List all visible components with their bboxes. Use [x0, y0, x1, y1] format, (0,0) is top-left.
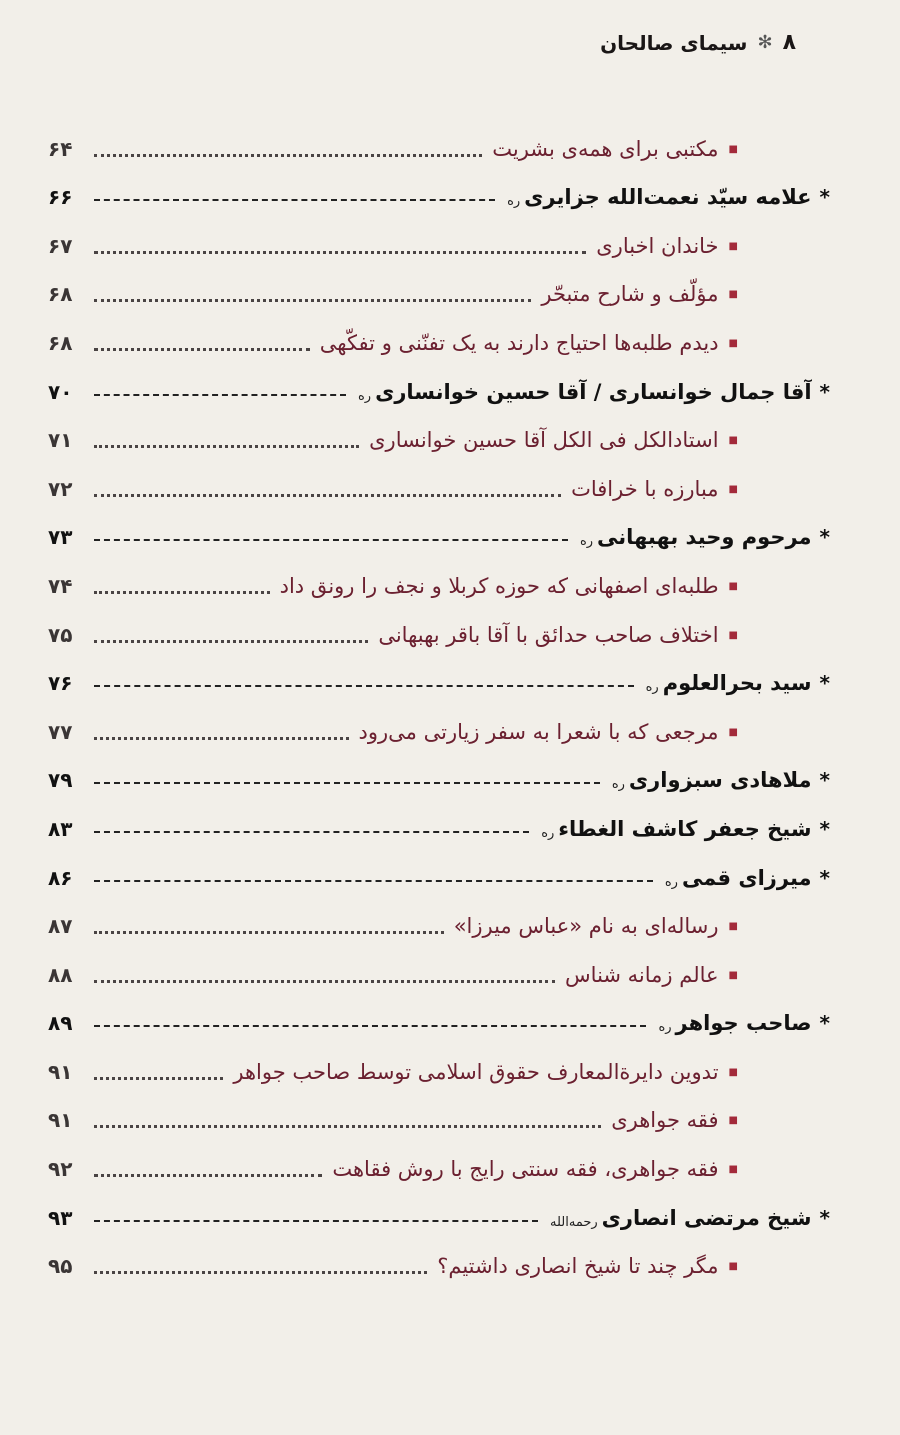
toc-page-number: ۷۱: [48, 428, 73, 453]
toc-section-row: [48, 120, 830, 169]
asterisk-icon: *: [819, 1011, 830, 1036]
toc-entry-title: فقه جواهری، فقه سنتی رایج با روش فقاهت: [332, 1157, 719, 1182]
toc-section-row: [48, 898, 830, 947]
toc-entry-title: مگر چند تا شیخ انصاری داشتیم؟: [437, 1254, 719, 1279]
asterisk-icon: *: [819, 816, 830, 841]
dot-leader: [94, 1125, 601, 1128]
square-bullet-icon: ■: [728, 629, 738, 641]
toc-section-row: [48, 606, 830, 655]
honorific-glyph: ره: [664, 874, 678, 890]
toc-page-number: ۶۸: [48, 282, 73, 307]
honorific-glyph: ره: [507, 194, 521, 210]
dot-leader: [94, 154, 482, 157]
square-bullet-icon: ■: [728, 726, 738, 738]
toc-section-row: [48, 412, 830, 461]
page-number: ۸: [782, 30, 796, 55]
toc-page-number: ۷۷: [48, 719, 73, 744]
dot-leader: [94, 931, 444, 934]
dot-leader: [94, 199, 495, 201]
toc-entry-title: ملاهادی سبزواری: [628, 768, 812, 793]
square-bullet-icon: ■: [728, 1164, 738, 1176]
toc-page-number: ۷۴: [48, 573, 73, 598]
toc-page-number: ۷۶: [48, 671, 73, 696]
toc-page-number: ۶۶: [48, 185, 73, 210]
square-bullet-icon: ■: [728, 483, 738, 495]
dot-leader: [94, 831, 529, 833]
toc-entry-title: اختلاف صاحب حدائق با آقا باقر بهبهانی: [378, 622, 719, 647]
honorific-glyph: ره: [541, 825, 555, 841]
dot-leader: [94, 1025, 646, 1027]
square-bullet-icon: ■: [728, 1115, 738, 1127]
toc-page-number: ۹۱: [48, 1108, 73, 1133]
honorific-glyph: رحمه‌الله: [550, 1214, 598, 1230]
toc-entry-title: شیخ جعفر کاشف الغطاء: [558, 816, 812, 841]
toc-entry-title: آقا جمال خوانساری / آقا حسین خوانساری: [375, 379, 812, 404]
asterisk-icon: *: [819, 865, 830, 890]
square-bullet-icon: ■: [728, 580, 738, 592]
honorific-glyph: ره: [658, 1020, 672, 1036]
toc-section-row: [48, 557, 830, 606]
toc-entry-title: علامه سیّد نعمت‌الله جزایری: [524, 185, 812, 210]
book-title: سیمای صالحان: [600, 30, 748, 55]
square-bullet-icon: ■: [728, 921, 738, 933]
toc-chapter-row: [48, 849, 830, 898]
toc-entry-title: مرحوم وحید بهبهانی: [597, 525, 812, 550]
square-bullet-icon: ■: [728, 240, 738, 252]
square-bullet-icon: ■: [728, 337, 738, 349]
dot-leader: [94, 980, 555, 983]
toc-page-number: ۷۹: [48, 768, 73, 793]
toc-entry-title: میرزای قمی: [681, 865, 812, 890]
separator-icon: ✻: [757, 32, 773, 53]
toc-entry-title: مرجعی که با شعرا به سفر زیارتی می‌رود: [358, 719, 719, 744]
toc-chapter-row: [48, 1189, 830, 1238]
toc-page-number: ۷۰: [48, 379, 73, 404]
running-header: [600, 30, 796, 55]
toc-chapter-row: [48, 363, 830, 412]
toc-chapter-row: [48, 800, 830, 849]
dot-leader: [94, 251, 586, 254]
dot-leader: [94, 299, 531, 302]
toc-page-number: ۸۸: [48, 962, 73, 987]
dot-leader: [94, 737, 349, 740]
dot-leader: [94, 1271, 427, 1274]
dot-leader: [94, 494, 561, 497]
toc-entry-title: دیدم طلبه‌ها احتیاج دارند به یک تفنّنی و تفکّهی: [319, 330, 719, 355]
toc-page-number: ۶۴: [48, 136, 73, 161]
toc-section-row: [48, 266, 830, 315]
asterisk-icon: *: [819, 379, 830, 404]
square-bullet-icon: ■: [728, 1066, 738, 1078]
toc-entry-title: صاحب جواهر: [675, 1011, 812, 1036]
toc-page-number: ۸۶: [48, 865, 73, 890]
dot-leader: [94, 539, 568, 541]
asterisk-icon: *: [819, 671, 830, 696]
toc-section-row: [48, 1140, 830, 1189]
toc-page-number: ۹۳: [48, 1205, 73, 1230]
honorific-glyph: ره: [611, 777, 625, 793]
honorific-glyph: ره: [645, 680, 659, 696]
dot-leader: [94, 685, 634, 687]
toc-entry-title: مؤلّف و شارح متبحّر: [541, 282, 719, 307]
honorific-glyph: ره: [357, 388, 372, 404]
toc-section-row: [48, 314, 830, 363]
table-of-contents: [48, 120, 830, 1286]
dot-leader: [94, 1174, 322, 1177]
dot-leader: [94, 445, 359, 448]
toc-section-row: [48, 703, 830, 752]
toc-page-number: ۹۲: [48, 1157, 73, 1182]
toc-page-number: ۷۵: [48, 622, 73, 647]
toc-entry-title: مکتبی برای همه‌ی بشریت: [492, 136, 719, 161]
dot-leader: [94, 880, 653, 882]
square-bullet-icon: ■: [728, 435, 738, 447]
dot-leader: [94, 348, 310, 351]
toc-chapter-row: [48, 655, 830, 704]
toc-page-number: ۸۳: [48, 816, 73, 841]
toc-entry-title: تدوین دایرةالمعارف حقوق اسلامی توسط صاحب جواهر: [233, 1059, 719, 1084]
toc-page-number: ۶۷: [48, 233, 73, 258]
toc-entry-title: رساله‌ای به نام «عباس میرزا»: [453, 914, 719, 939]
honorific-glyph: ره: [579, 534, 594, 550]
toc-chapter-row: [48, 509, 830, 558]
dot-leader: [94, 1220, 538, 1222]
toc-entry-title: سید بحرالعلوم: [662, 671, 812, 696]
toc-page-number: ۷۳: [48, 525, 73, 550]
asterisk-icon: *: [819, 525, 830, 550]
toc-section-row: [48, 1092, 830, 1141]
toc-page-number: ۷۲: [48, 476, 73, 501]
asterisk-icon: *: [819, 768, 830, 793]
toc-entry-title: استادالکل فی الکل آقا حسین خوانساری: [369, 428, 719, 453]
toc-section-row: [48, 217, 830, 266]
toc-entry-title: شیخ مرتضی انصاری: [601, 1205, 812, 1230]
square-bullet-icon: ■: [728, 969, 738, 981]
toc-entry-title: عالم زمانه شناس: [565, 962, 719, 987]
asterisk-icon: *: [819, 185, 830, 210]
toc-page-number: ۸۹: [48, 1011, 73, 1036]
toc-section-row: [48, 1043, 830, 1092]
toc-chapter-row: [48, 995, 830, 1044]
toc-entry-title: فقه جواهری: [611, 1108, 719, 1133]
toc-section-row: [48, 460, 830, 509]
dot-leader: [94, 591, 270, 594]
asterisk-icon: *: [819, 1205, 830, 1230]
square-bullet-icon: ■: [728, 1261, 738, 1273]
dot-leader: [94, 394, 346, 396]
dot-leader: [94, 640, 368, 643]
square-bullet-icon: ■: [728, 289, 738, 301]
toc-page-number: ۹۱: [48, 1059, 73, 1084]
toc-entry-title: طلبه‌ای اصفهانی که حوزه کربلا و نجف را رونق داد: [279, 573, 719, 598]
toc-page-number: ۸۷: [48, 914, 73, 939]
toc-page-number: ۶۸: [48, 330, 73, 355]
dot-leader: [94, 782, 600, 784]
toc-chapter-row: [48, 169, 830, 218]
toc-page-number: ۹۵: [48, 1254, 73, 1279]
toc-chapter-row: [48, 752, 830, 801]
toc-section-row: [48, 946, 830, 995]
square-bullet-icon: ■: [728, 143, 738, 155]
toc-section-row: [48, 1238, 830, 1287]
toc-entry-title: خاندان اخباری: [596, 233, 719, 258]
toc-entry-title: مبارزه با خرافات: [571, 476, 719, 501]
dot-leader: [94, 1077, 223, 1080]
